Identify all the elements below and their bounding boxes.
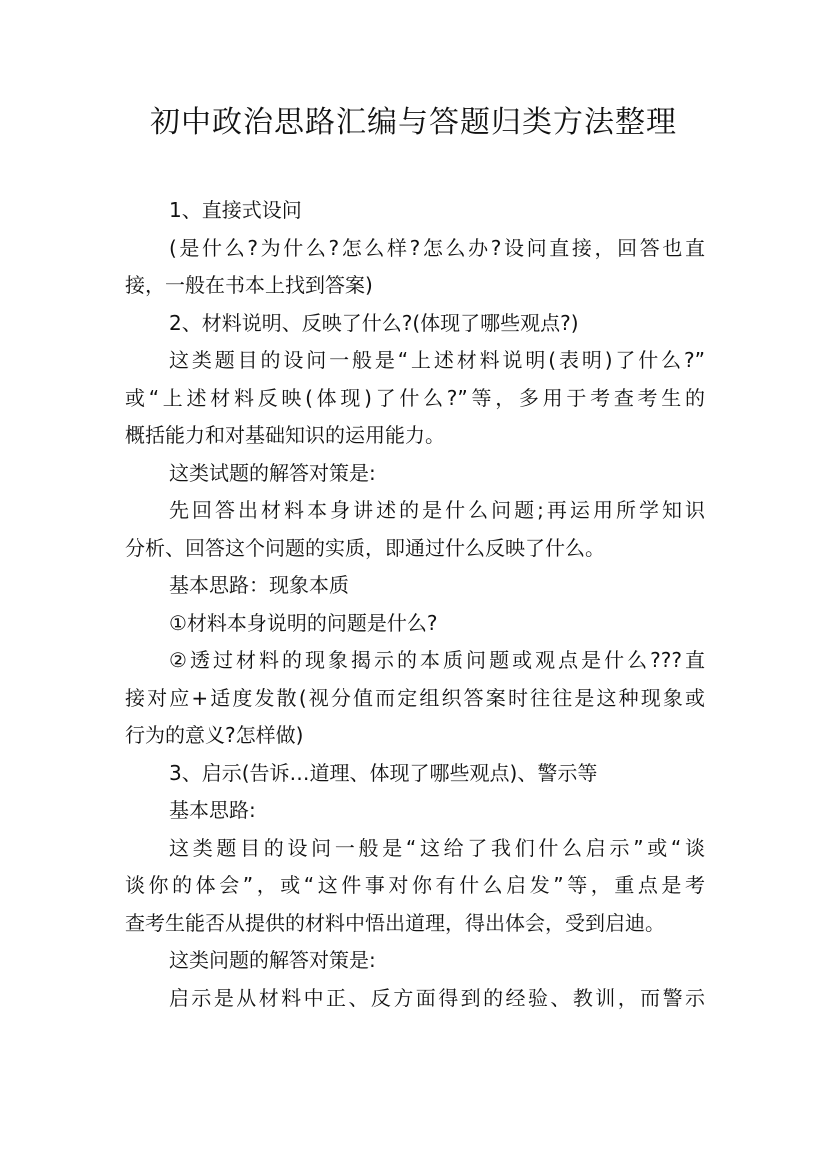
text-line: 这类题目的设问一般是“上述材料说明(表明)了什么?” (169, 348, 705, 372)
text-line: 接，一般在书本上找到答案) (125, 273, 373, 297)
text-line: 基本思路：现象本质 (169, 573, 349, 597)
text-line: ①材料本身说明的问题是什么? (169, 610, 438, 635)
text-line: 3、启示(告诉…道理、体现了哪些观点)、警示等 (169, 760, 598, 785)
text-line: 1、直接式设问 (169, 198, 302, 222)
text-line: 启示是从材料中正、反方面得到的经验、教训，而警示 (169, 985, 705, 1010)
text-line: 这类问题的解答对策是: (169, 948, 376, 972)
text-line: 先回答出材料本身讲述的是什么问题;再运用所学知识 (169, 498, 705, 522)
text-line: 查考生能否从提供的材料中悟出道理，得出体会，受到启迪。 (125, 910, 665, 935)
text-line: ②透过材料的现象揭示的本质问题或观点是什么???直 (169, 648, 705, 672)
text-line: (是什么?为什么?怎么样?怎么办?设问直接，回答也直 (169, 235, 705, 260)
text-line: 接对应+适度发散(视分值而定组织答案时往往是这种现象或 (125, 685, 705, 710)
text-line: 概括能力和对基础知识的运用能力。 (125, 423, 445, 447)
text-line: 分析、回答这个问题的实质，即通过什么反映了什么。 (125, 535, 605, 560)
text-line: 这类试题的解答对策是: (169, 460, 376, 485)
text-line: 行为的意义?怎样做) (125, 723, 304, 747)
text-line: 基本思路: (169, 798, 256, 822)
document-body (125, 192, 705, 1017)
text-line: 谈你的体会”，或“这件事对你有什么启发”等，重点是考 (125, 873, 705, 897)
text-line: 或“上述材料反映(体现)了什么?”等，多用于考查考生的 (125, 385, 705, 410)
text-line: 2、材料说明、反映了什么?(体现了哪些观点?) (169, 310, 579, 335)
text-line: 这类题目的设问一般是“这给了我们什么启示”或“谈 (169, 835, 705, 860)
document-title: 初中政治思路汇编与答题归类方法整理 (150, 105, 677, 140)
